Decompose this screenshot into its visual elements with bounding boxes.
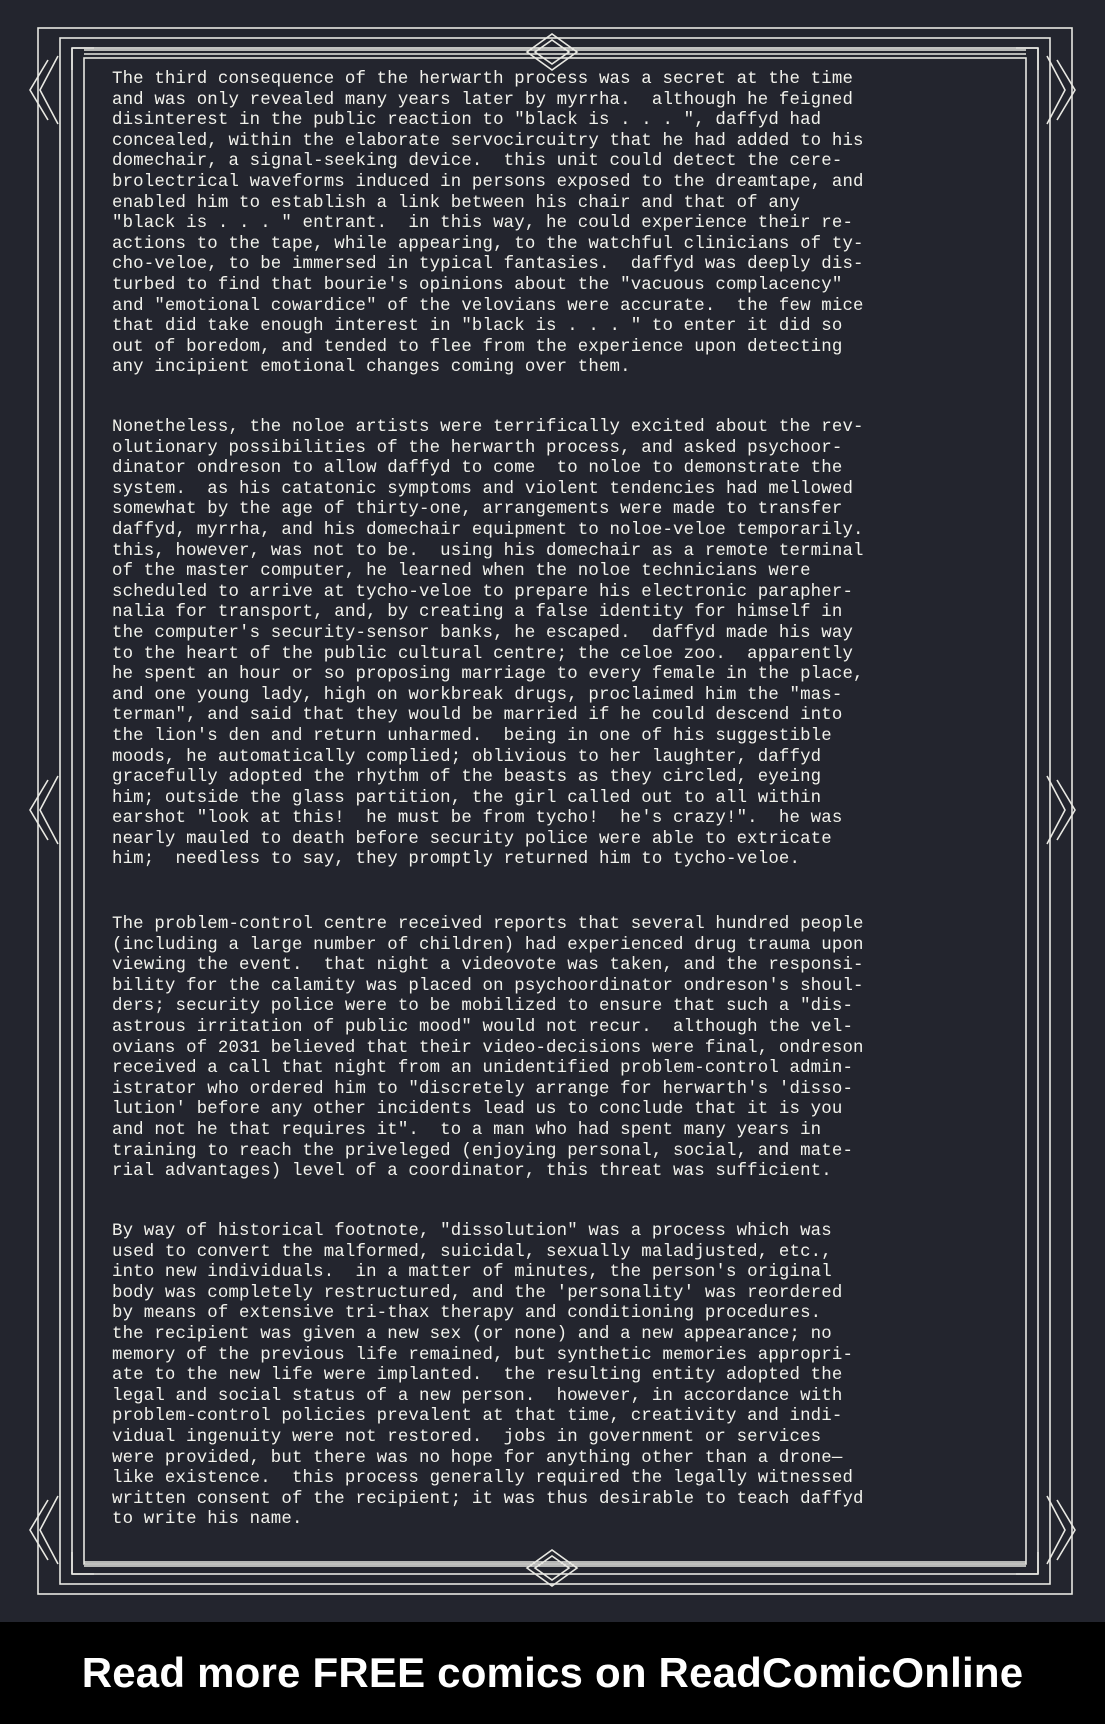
left-bottom-arrow-ornament xyxy=(30,1500,48,1560)
top-diamond-ornament xyxy=(535,40,569,64)
body-paragraph: Nonetheless, the noloe artists were terrifically excited about the rev- olutionary possibilities of the herwarth process, and asked psychoor- dinator ondreson to allow daffyd to come to noloe to demonstrate the system. as his catatonic symptoms and violent tendencies had mellowed somewhat by the age of thirty-one, arrangements were made to transfer daffyd, myrrha, and his domechair equipment to noloe-veloe temporarily. this, however, was not to be. using his domechair as a remote terminal of the master computer, he learned when the noloe technicians were scheduled to arrive at tycho-veloe to prepare his electronic parapher- nalia for transport, and, by creating a false identity for himself in the computer's security-sensor banks, he escaped. daffyd made his way to the heart of the public cultural centre; the celoe zoo. apparently he spent an hour or so proposing marriage to every female in the place, and one young lady, high on workbreak drugs, proclaimed him the "mas- terman", and said that they would be married if he could descend into the lion's den and return unharmed. being in one of his suggestible moods, he automatically complied; oblivious to her laughter, daffyd gracefully adopted the rhythm of the beasts as they circled, eyeing him; outside the glass partition, the girl called out to all within earshot "look at this! he must be from tycho! he's crazy!". he was nearly mauled to death before security police were able to extricate him; needless to say, they promptly returned him to tycho-veloe. xyxy=(112,418,864,870)
promo-footer-text[interactable]: Read more FREE comics on ReadComicOnline xyxy=(81,1649,1024,1696)
body-paragraph: The problem-control centre received reports that several hundred people (including a large number of children) had experienced drug trauma upon viewing the event. that night a videovote was taken, and the responsi- bility for the calamity was placed on psychoordinator ondreson's shoul- ders; security police were to be mobilized to ensure that such a "dis- astrous irritation of public mood" would not recur. although the vel- ovians of 2031 believed that their video-decisions were final, ondreson received a call that night from an unidentified problem-control admin- istrator who ordered him to "discretely arrange for herwarth's 'disso- lution' before any other incidents lead us to conclude that it is you and not he that requires it". to a man who had spent many years in training to reach the priveleged (enjoying personal, social, and mate- rial advantages) level of a coordinator, this threat was sufficient. xyxy=(112,915,864,1182)
left-middle-arrow-ornament xyxy=(30,780,48,840)
body-paragraph: The third consequence of the herwarth process was a secret at the time and was only revealed many years later by myrrha. although he feigned disinterest in the public reaction to "black is . . . ", daffyd had concealed, within the elaborate servocircuitry that he had added to his domechair, a signal-seeking device. this unit could detect the cere- brolectrical waveforms induced in persons exposed to the dreamtape, and enabled him to establish a link between his chair and that of any "black is . . . " entrant. in this way, he could experience their re- actions to the tape, while appearing, to the watchful clinicians of ty- cho-veloe, to be immersed in typical fantasies. daffyd was deeply dis- turbed to find that bourie's opinions about the "vacuous complacency" and "emotional cowardice" of the velovians were accurate. the few mice that did take enough interest in "black is . . . " to enter it did so out of boredom, and tended to flee from the experience upon detecting any incipient emotional changes coming over them. xyxy=(112,70,864,378)
left-top-arrow-ornament xyxy=(30,60,48,120)
body-paragraph: By way of historical footnote, "dissolution" was a process which was used to convert the malformed, suicidal, sexually maladjusted, etc., into new individuals. in a matter of minutes, the person's original body was completely restructured, and the 'personality' was reordered by means of extensive tri-thax therapy and conditioning procedures. the recipient was given a new sex (or none) and a new appearance; no memory of the previous life remained, but synthetic memories appropri- ate to the new life were implanted. the resulting entity adopted the legal and social status of a new person. however, in accordance with problem-control policies prevalent at that time, creativity and indi- vidual ingenuity were not restored. jobs in government or services were provided, but there was no hope for anything other than a drone— like existence. this process generally required the legally witnessed written consent of the recipient; it was thus desirable to teach daffyd to write his name. xyxy=(112,1222,864,1530)
promo-footer-banner[interactable] xyxy=(0,1622,1105,1724)
bottom-diamond-ornament xyxy=(535,1556,569,1580)
